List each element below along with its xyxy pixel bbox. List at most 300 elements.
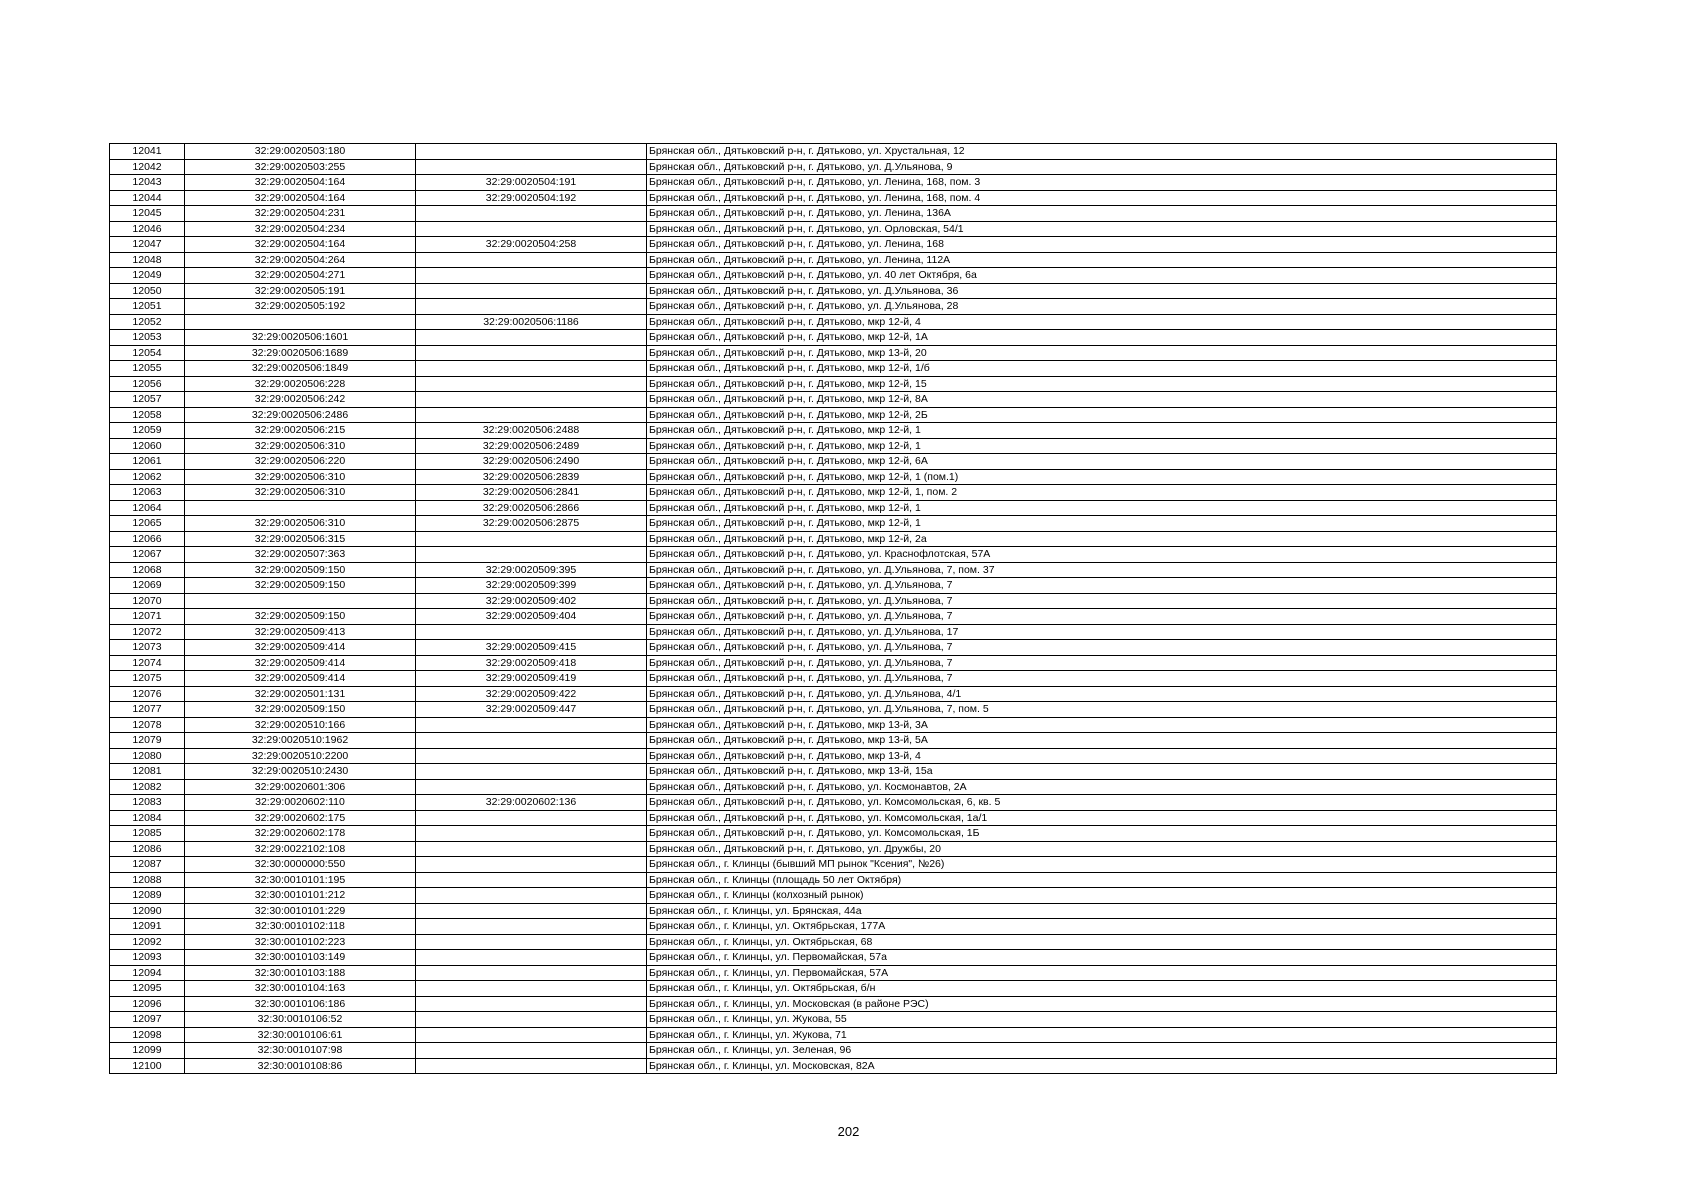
- related-cadastral-number-cell: [416, 841, 647, 857]
- table-row: [110, 903, 1557, 919]
- related-cadastral-number-cell: [416, 252, 647, 268]
- related-cadastral-number-cell: [416, 1012, 647, 1028]
- row-number-cell: 12050: [110, 283, 185, 299]
- table-row: [110, 810, 1557, 826]
- related-cadastral-number-cell: [416, 159, 647, 175]
- cadastral-number-cell: 32:29:0020509:414: [185, 655, 416, 671]
- related-cadastral-number-cell: [416, 392, 647, 408]
- related-cadastral-number-cell: 32:29:0020509:447: [416, 702, 647, 718]
- address-cell: Брянская обл., г. Клинцы (площадь 50 лет Октября): [647, 872, 1557, 888]
- cadastral-number-cell: 32:30:0000000:550: [185, 857, 416, 873]
- table-row: [110, 423, 1557, 439]
- cadastral-number-cell: 32:29:0020509:414: [185, 640, 416, 656]
- row-number-cell: 12043: [110, 175, 185, 191]
- cadastral-number-cell: 32:29:0020506:220: [185, 454, 416, 470]
- related-cadastral-number-cell: 32:29:0020504:192: [416, 190, 647, 206]
- related-cadastral-number-cell: [416, 268, 647, 284]
- cadastral-number-cell: 32:30:0010101:195: [185, 872, 416, 888]
- table-row: [110, 857, 1557, 873]
- table-row: [110, 206, 1557, 222]
- address-cell: Брянская обл., Дятьковский р-н, г. Дятьково, мкр 12-й, 2а: [647, 531, 1557, 547]
- table-row: [110, 562, 1557, 578]
- cadastral-number-cell: 32:29:0020505:192: [185, 299, 416, 315]
- address-cell: Брянская обл., г. Клинцы, ул. Октябрьская, 68: [647, 934, 1557, 950]
- address-cell: Брянская обл., Дятьковский р-н, г. Дятьково, мкр 12-й, 1 (пом.1): [647, 469, 1557, 485]
- row-number-cell: 12047: [110, 237, 185, 253]
- address-cell: Брянская обл., Дятьковский р-н, г. Дятьково, ул. Космонавтов, 2А: [647, 779, 1557, 795]
- cadastral-number-cell: 32:30:0010106:61: [185, 1027, 416, 1043]
- related-cadastral-number-cell: [416, 547, 647, 563]
- row-number-cell: 12071: [110, 609, 185, 625]
- row-number-cell: 12046: [110, 221, 185, 237]
- table-row: [110, 593, 1557, 609]
- row-number-cell: 12089: [110, 888, 185, 904]
- related-cadastral-number-cell: [416, 1043, 647, 1059]
- table-row: [110, 795, 1557, 811]
- table-row: [110, 190, 1557, 206]
- row-number-cell: 12042: [110, 159, 185, 175]
- related-cadastral-number-cell: [416, 624, 647, 640]
- cadastral-number-cell: [185, 500, 416, 516]
- related-cadastral-number-cell: 32:29:0020506:2841: [416, 485, 647, 501]
- related-cadastral-number-cell: 32:29:0020509:422: [416, 686, 647, 702]
- table-row: [110, 1012, 1557, 1028]
- address-cell: Брянская обл., Дятьковский р-н, г. Дятьково, ул. Д.Ульянова, 17: [647, 624, 1557, 640]
- cadastral-number-cell: 32:29:0020505:191: [185, 283, 416, 299]
- related-cadastral-number-cell: [416, 888, 647, 904]
- related-cadastral-number-cell: 32:29:0020509:395: [416, 562, 647, 578]
- cadastral-number-cell: 32:30:0010107:98: [185, 1043, 416, 1059]
- related-cadastral-number-cell: [416, 748, 647, 764]
- row-number-cell: 12085: [110, 826, 185, 842]
- related-cadastral-number-cell: 32:29:0020506:2490: [416, 454, 647, 470]
- related-cadastral-number-cell: [416, 376, 647, 392]
- row-number-cell: 12063: [110, 485, 185, 501]
- address-cell: Брянская обл., г. Клинцы, ул. Московская (в районе РЭС): [647, 996, 1557, 1012]
- cadastral-number-cell: 32:29:0020506:215: [185, 423, 416, 439]
- table-row: [110, 1027, 1557, 1043]
- row-number-cell: 12054: [110, 345, 185, 361]
- address-cell: Брянская обл., Дятьковский р-н, г. Дятьково, ул. Ленина, 112А: [647, 252, 1557, 268]
- row-number-cell: 12070: [110, 593, 185, 609]
- address-cell: Брянская обл., г. Клинцы (бывший МП рынок "Ксения", №26): [647, 857, 1557, 873]
- table-row: [110, 888, 1557, 904]
- row-number-cell: 12072: [110, 624, 185, 640]
- row-number-cell: 12075: [110, 671, 185, 687]
- related-cadastral-number-cell: [416, 981, 647, 997]
- cadastral-number-cell: 32:29:0020506:242: [185, 392, 416, 408]
- cadastral-number-cell: 32:30:0010106:186: [185, 996, 416, 1012]
- table-row: [110, 764, 1557, 780]
- table-row: [110, 376, 1557, 392]
- row-number-cell: 12093: [110, 950, 185, 966]
- cadastral-number-cell: 32:29:0020602:175: [185, 810, 416, 826]
- row-number-cell: 12052: [110, 314, 185, 330]
- cadastral-number-cell: 32:29:0020506:315: [185, 531, 416, 547]
- table-row: [110, 500, 1557, 516]
- address-cell: Брянская обл., Дятьковский р-н, г. Дятьково, ул. Ленина, 168, пом. 4: [647, 190, 1557, 206]
- related-cadastral-number-cell: 32:29:0020509:404: [416, 609, 647, 625]
- row-number-cell: 12051: [110, 299, 185, 315]
- row-number-cell: 12080: [110, 748, 185, 764]
- table-row: [110, 221, 1557, 237]
- row-number-cell: 12069: [110, 578, 185, 594]
- page-number: 202: [837, 1124, 860, 1139]
- cadastral-number-cell: 32:29:0020504:164: [185, 175, 416, 191]
- row-number-cell: 12064: [110, 500, 185, 516]
- cadastral-number-cell: 32:29:0020509:414: [185, 671, 416, 687]
- row-number-cell: 12090: [110, 903, 185, 919]
- cadastral-number-cell: 32:29:0020506:310: [185, 438, 416, 454]
- row-number-cell: 12059: [110, 423, 185, 439]
- row-number-cell: 12097: [110, 1012, 185, 1028]
- row-number-cell: 12053: [110, 330, 185, 346]
- related-cadastral-number-cell: [416, 733, 647, 749]
- table-row: [110, 748, 1557, 764]
- cadastral-number-cell: 32:29:0020503:180: [185, 144, 416, 160]
- row-number-cell: 12060: [110, 438, 185, 454]
- address-cell: Брянская обл., Дятьковский р-н, г. Дятьково, мкр 12-й, 2Б: [647, 407, 1557, 423]
- table-row: [110, 1058, 1557, 1074]
- related-cadastral-number-cell: [416, 531, 647, 547]
- table-row: [110, 314, 1557, 330]
- cadastral-number-cell: 32:29:0020504:164: [185, 237, 416, 253]
- row-number-cell: 12083: [110, 795, 185, 811]
- address-cell: Брянская обл., Дятьковский р-н, г. Дятьково, ул. Ленина, 136А: [647, 206, 1557, 222]
- address-cell: Брянская обл., г. Клинцы, ул. Первомайская, 57а: [647, 950, 1557, 966]
- related-cadastral-number-cell: [416, 1058, 647, 1074]
- table-row: [110, 655, 1557, 671]
- address-cell: Брянская обл., г. Клинцы, ул. Первомайская, 57А: [647, 965, 1557, 981]
- row-number-cell: 12098: [110, 1027, 185, 1043]
- table-row: [110, 826, 1557, 842]
- row-number-cell: 12058: [110, 407, 185, 423]
- table-row: [110, 965, 1557, 981]
- row-number-cell: 12099: [110, 1043, 185, 1059]
- address-cell: Брянская обл., Дятьковский р-н, г. Дятьково, ул. Комсомольская, 6, кв. 5: [647, 795, 1557, 811]
- table-row: [110, 175, 1557, 191]
- address-cell: Брянская обл., г. Клинцы, ул. Октябрьская, б/н: [647, 981, 1557, 997]
- cadastral-number-cell: 32:29:0020506:228: [185, 376, 416, 392]
- row-number-cell: 12062: [110, 469, 185, 485]
- row-number-cell: 12045: [110, 206, 185, 222]
- address-cell: Брянская обл., Дятьковский р-н, г. Дятьково, ул. Комсомольская, 1Б: [647, 826, 1557, 842]
- table-row: [110, 299, 1557, 315]
- cadastral-number-cell: 32:29:0020509:150: [185, 609, 416, 625]
- table-row: [110, 686, 1557, 702]
- table-row: [110, 609, 1557, 625]
- address-cell: Брянская обл., Дятьковский р-н, г. Дятьково, ул. Д.Ульянова, 36: [647, 283, 1557, 299]
- address-cell: Брянская обл., Дятьковский р-н, г. Дятьково, мкр 12-й, 8А: [647, 392, 1557, 408]
- table-row: [110, 237, 1557, 253]
- related-cadastral-number-cell: 32:29:0020506:2875: [416, 516, 647, 532]
- table-row: [110, 516, 1557, 532]
- address-cell: Брянская обл., Дятьковский р-н, г. Дятьково, ул. Комсомольская, 1а/1: [647, 810, 1557, 826]
- table-row: [110, 361, 1557, 377]
- table-row: [110, 624, 1557, 640]
- address-cell: Брянская обл., Дятьковский р-н, г. Дятьково, мкр 12-й, 15: [647, 376, 1557, 392]
- address-cell: Брянская обл., Дятьковский р-н, г. Дятьково, мкр 13-й, 20: [647, 345, 1557, 361]
- cadastral-number-cell: 32:29:0020507:363: [185, 547, 416, 563]
- cadastral-number-cell: 32:29:0020602:178: [185, 826, 416, 842]
- address-cell: Брянская обл., Дятьковский р-н, г. Дятьково, мкр 13-й, 3А: [647, 717, 1557, 733]
- cadastral-number-cell: 32:29:0020510:166: [185, 717, 416, 733]
- address-cell: Брянская обл., Дятьковский р-н, г. Дятьково, ул. Ленина, 168: [647, 237, 1557, 253]
- related-cadastral-number-cell: [416, 965, 647, 981]
- cadastral-number-cell: 32:30:0010104:163: [185, 981, 416, 997]
- cadastral-number-cell: 32:29:0020510:2430: [185, 764, 416, 780]
- address-cell: Брянская обл., Дятьковский р-н, г. Дятьково, ул. Д.Ульянова, 7: [647, 578, 1557, 594]
- table-row: [110, 252, 1557, 268]
- address-cell: Брянская обл., Дятьковский р-н, г. Дятьково, мкр 12-й, 1: [647, 423, 1557, 439]
- address-cell: Брянская обл., г. Клинцы, ул. Зеленая, 96: [647, 1043, 1557, 1059]
- cadastral-number-cell: 32:29:0020504:264: [185, 252, 416, 268]
- row-number-cell: 12056: [110, 376, 185, 392]
- related-cadastral-number-cell: [416, 221, 647, 237]
- related-cadastral-number-cell: [416, 934, 647, 950]
- address-cell: Брянская обл., Дятьковский р-н, г. Дятьково, мкр 13-й, 15а: [647, 764, 1557, 780]
- row-number-cell: 12055: [110, 361, 185, 377]
- cadastral-number-cell: 32:29:0020504:231: [185, 206, 416, 222]
- table-row: [110, 1043, 1557, 1059]
- address-cell: Брянская обл., Дятьковский р-н, г. Дятьково, ул. Д.Ульянова, 4/1: [647, 686, 1557, 702]
- table-row: [110, 144, 1557, 160]
- related-cadastral-number-cell: [416, 407, 647, 423]
- related-cadastral-number-cell: [416, 764, 647, 780]
- address-cell: Брянская обл., Дятьковский р-н, г. Дятьково, ул. Орловская, 54/1: [647, 221, 1557, 237]
- table-row: [110, 469, 1557, 485]
- related-cadastral-number-cell: [416, 1027, 647, 1043]
- table-row: [110, 407, 1557, 423]
- address-cell: Брянская обл., г. Клинцы, ул. Брянская, 44а: [647, 903, 1557, 919]
- cadastral-number-cell: 32:29:0020501:131: [185, 686, 416, 702]
- row-number-cell: 12067: [110, 547, 185, 563]
- row-number-cell: 12076: [110, 686, 185, 702]
- row-number-cell: 12095: [110, 981, 185, 997]
- table-row: [110, 283, 1557, 299]
- related-cadastral-number-cell: [416, 361, 647, 377]
- row-number-cell: 12086: [110, 841, 185, 857]
- related-cadastral-number-cell: [416, 872, 647, 888]
- address-cell: Брянская обл., г. Клинцы, ул. Московская, 82А: [647, 1058, 1557, 1074]
- table-row: [110, 392, 1557, 408]
- address-cell: Брянская обл., г. Клинцы, ул. Жукова, 55: [647, 1012, 1557, 1028]
- related-cadastral-number-cell: 32:29:0020506:2866: [416, 500, 647, 516]
- related-cadastral-number-cell: [416, 810, 647, 826]
- row-number-cell: 12084: [110, 810, 185, 826]
- cadastral-number-cell: [185, 593, 416, 609]
- table-row: [110, 578, 1557, 594]
- cadastral-number-cell: 32:29:0020509:150: [185, 702, 416, 718]
- cadastral-number-cell: 32:29:0020510:2200: [185, 748, 416, 764]
- related-cadastral-number-cell: [416, 345, 647, 361]
- address-cell: Брянская обл., Дятьковский р-н, г. Дятьково, мкр 12-й, 1: [647, 438, 1557, 454]
- cadastral-number-cell: 32:30:0010101:229: [185, 903, 416, 919]
- cadastral-number-cell: 32:29:0020509:150: [185, 562, 416, 578]
- related-cadastral-number-cell: 32:29:0020506:2488: [416, 423, 647, 439]
- cadastral-number-cell: 32:29:0020506:1849: [185, 361, 416, 377]
- row-number-cell: 12079: [110, 733, 185, 749]
- address-cell: Брянская обл., Дятьковский р-н, г. Дятьково, ул. Д.Ульянова, 7: [647, 640, 1557, 656]
- table-row: [110, 345, 1557, 361]
- row-number-cell: 12061: [110, 454, 185, 470]
- table-row: [110, 779, 1557, 795]
- cadastral-number-cell: 32:30:0010103:149: [185, 950, 416, 966]
- row-number-cell: 12096: [110, 996, 185, 1012]
- cadastral-number-cell: 32:30:0010103:188: [185, 965, 416, 981]
- address-cell: Брянская обл., Дятьковский р-н, г. Дятьково, ул. Д.Ульянова, 7, пом. 5: [647, 702, 1557, 718]
- table-row: [110, 950, 1557, 966]
- table-row: [110, 981, 1557, 997]
- related-cadastral-number-cell: 32:29:0020602:136: [416, 795, 647, 811]
- table-row: [110, 485, 1557, 501]
- address-cell: Брянская обл., Дятьковский р-н, г. Дятьково, ул. Д.Ульянова, 7: [647, 593, 1557, 609]
- cadastral-number-cell: 32:29:0020504:234: [185, 221, 416, 237]
- address-cell: Брянская обл., Дятьковский р-н, г. Дятьково, ул. Д.Ульянова, 28: [647, 299, 1557, 315]
- table-row: [110, 919, 1557, 935]
- address-cell: Брянская обл., Дятьковский р-н, г. Дятьково, ул. Д.Ульянова, 7: [647, 609, 1557, 625]
- row-number-cell: 12100: [110, 1058, 185, 1074]
- address-cell: Брянская обл., г. Клинцы (колхозный рынок): [647, 888, 1557, 904]
- row-number-cell: 12087: [110, 857, 185, 873]
- table-row: [110, 547, 1557, 563]
- related-cadastral-number-cell: [416, 144, 647, 160]
- cadastral-number-cell: 32:29:0020506:310: [185, 516, 416, 532]
- cadastral-number-cell: 32:30:0010102:118: [185, 919, 416, 935]
- row-number-cell: 12092: [110, 934, 185, 950]
- row-number-cell: 12048: [110, 252, 185, 268]
- cadastral-number-cell: [185, 314, 416, 330]
- table-row: [110, 872, 1557, 888]
- related-cadastral-number-cell: [416, 330, 647, 346]
- address-cell: Брянская обл., Дятьковский р-н, г. Дятьково, мкр 13-й, 5А: [647, 733, 1557, 749]
- cadastral-number-cell: 32:30:0010102:223: [185, 934, 416, 950]
- address-cell: Брянская обл., Дятьковский р-н, г. Дятьково, мкр 12-й, 1, пом. 2: [647, 485, 1557, 501]
- related-cadastral-number-cell: [416, 919, 647, 935]
- related-cadastral-number-cell: 32:29:0020509:399: [416, 578, 647, 594]
- related-cadastral-number-cell: [416, 996, 647, 1012]
- address-cell: Брянская обл., Дятьковский р-н, г. Дятьково, мкр 13-й, 4: [647, 748, 1557, 764]
- address-cell: Брянская обл., Дятьковский р-н, г. Дятьково, ул. Дружбы, 20: [647, 841, 1557, 857]
- cadastral-number-cell: 32:29:0020503:255: [185, 159, 416, 175]
- row-number-cell: 12074: [110, 655, 185, 671]
- related-cadastral-number-cell: [416, 283, 647, 299]
- row-number-cell: 12077: [110, 702, 185, 718]
- address-cell: Брянская обл., Дятьковский р-н, г. Дятьково, ул. Д.Ульянова, 7, пом. 37: [647, 562, 1557, 578]
- cadastral-table: [109, 143, 1557, 1074]
- address-cell: Брянская обл., Дятьковский р-н, г. Дятьково, мкр 12-й, 1/б: [647, 361, 1557, 377]
- related-cadastral-number-cell: [416, 299, 647, 315]
- table-row: [110, 268, 1557, 284]
- cadastral-number-cell: 32:30:0010106:52: [185, 1012, 416, 1028]
- table-row: [110, 671, 1557, 687]
- related-cadastral-number-cell: [416, 717, 647, 733]
- cadastral-number-cell: 32:29:0020506:1601: [185, 330, 416, 346]
- related-cadastral-number-cell: 32:29:0020506:2489: [416, 438, 647, 454]
- related-cadastral-number-cell: 32:29:0020506:2839: [416, 469, 647, 485]
- table-row: [110, 330, 1557, 346]
- address-cell: Брянская обл., Дятьковский р-н, г. Дятьково, мкр 12-й, 1: [647, 500, 1557, 516]
- row-number-cell: 12068: [110, 562, 185, 578]
- related-cadastral-number-cell: [416, 826, 647, 842]
- row-number-cell: 12049: [110, 268, 185, 284]
- address-cell: Брянская обл., Дятьковский р-н, г. Дятьково, ул. Д.Ульянова, 7: [647, 671, 1557, 687]
- address-cell: Брянская обл., Дятьковский р-н, г. Дятьково, ул. Хрустальная, 12: [647, 144, 1557, 160]
- table-row: [110, 733, 1557, 749]
- address-cell: Брянская обл., Дятьковский р-н, г. Дятьково, ул. 40 лет Октября, 6а: [647, 268, 1557, 284]
- related-cadastral-number-cell: 32:29:0020509:402: [416, 593, 647, 609]
- address-cell: Брянская обл., Дятьковский р-н, г. Дятьково, ул. Ленина, 168, пом. 3: [647, 175, 1557, 191]
- table-row: [110, 531, 1557, 547]
- cadastral-number-cell: 32:30:0010108:86: [185, 1058, 416, 1074]
- cadastral-number-cell: 32:29:0020506:310: [185, 469, 416, 485]
- cadastral-number-cell: 32:30:0010101:212: [185, 888, 416, 904]
- address-cell: Брянская обл., г. Клинцы, ул. Октябрьская, 177А: [647, 919, 1557, 935]
- cadastral-number-cell: 32:29:0020601:306: [185, 779, 416, 795]
- table-row: [110, 841, 1557, 857]
- row-number-cell: 12065: [110, 516, 185, 532]
- cadastral-number-cell: 32:29:0020509:150: [185, 578, 416, 594]
- cadastral-number-cell: 32:29:0020504:164: [185, 190, 416, 206]
- row-number-cell: 12066: [110, 531, 185, 547]
- table-row: [110, 934, 1557, 950]
- related-cadastral-number-cell: 32:29:0020509:418: [416, 655, 647, 671]
- related-cadastral-number-cell: 32:29:0020509:419: [416, 671, 647, 687]
- related-cadastral-number-cell: [416, 903, 647, 919]
- related-cadastral-number-cell: 32:29:0020506:1186: [416, 314, 647, 330]
- cadastral-number-cell: 32:29:0020602:110: [185, 795, 416, 811]
- row-number-cell: 12044: [110, 190, 185, 206]
- related-cadastral-number-cell: [416, 779, 647, 795]
- address-cell: Брянская обл., Дятьковский р-н, г. Дятьково, ул. Д.Ульянова, 7: [647, 655, 1557, 671]
- address-cell: Брянская обл., Дятьковский р-н, г. Дятьково, ул. Д.Ульянова, 9: [647, 159, 1557, 175]
- related-cadastral-number-cell: [416, 206, 647, 222]
- table-body: [110, 144, 1557, 1074]
- row-number-cell: 12094: [110, 965, 185, 981]
- table-row: [110, 717, 1557, 733]
- related-cadastral-number-cell: 32:29:0020504:191: [416, 175, 647, 191]
- row-number-cell: 12088: [110, 872, 185, 888]
- cadastral-number-cell: 32:29:0020506:310: [185, 485, 416, 501]
- address-cell: Брянская обл., г. Клинцы, ул. Жукова, 71: [647, 1027, 1557, 1043]
- row-number-cell: 12057: [110, 392, 185, 408]
- table-row: [110, 454, 1557, 470]
- table-row: [110, 640, 1557, 656]
- row-number-cell: 12091: [110, 919, 185, 935]
- cadastral-number-cell: 32:29:0020510:1962: [185, 733, 416, 749]
- cadastral-number-cell: 32:29:0020506:1689: [185, 345, 416, 361]
- related-cadastral-number-cell: 32:29:0020504:258: [416, 237, 647, 253]
- cadastral-number-cell: 32:29:0020509:413: [185, 624, 416, 640]
- row-number-cell: 12082: [110, 779, 185, 795]
- related-cadastral-number-cell: [416, 857, 647, 873]
- table-row: [110, 438, 1557, 454]
- cadastral-number-cell: 32:29:0020506:2486: [185, 407, 416, 423]
- cadastral-number-cell: 32:29:0022102:108: [185, 841, 416, 857]
- table-row: [110, 159, 1557, 175]
- related-cadastral-number-cell: 32:29:0020509:415: [416, 640, 647, 656]
- row-number-cell: 12041: [110, 144, 185, 160]
- table-row: [110, 702, 1557, 718]
- address-cell: Брянская обл., Дятьковский р-н, г. Дятьково, мкр 12-й, 6А: [647, 454, 1557, 470]
- address-cell: Брянская обл., Дятьковский р-н, г. Дятьково, мкр 12-й, 1А: [647, 330, 1557, 346]
- address-cell: Брянская обл., Дятьковский р-н, г. Дятьково, ул. Краснофлотская, 57А: [647, 547, 1557, 563]
- address-cell: Брянская обл., Дятьковский р-н, г. Дятьково, мкр 12-й, 1: [647, 516, 1557, 532]
- row-number-cell: 12078: [110, 717, 185, 733]
- row-number-cell: 12073: [110, 640, 185, 656]
- row-number-cell: 12081: [110, 764, 185, 780]
- cadastral-number-cell: 32:29:0020504:271: [185, 268, 416, 284]
